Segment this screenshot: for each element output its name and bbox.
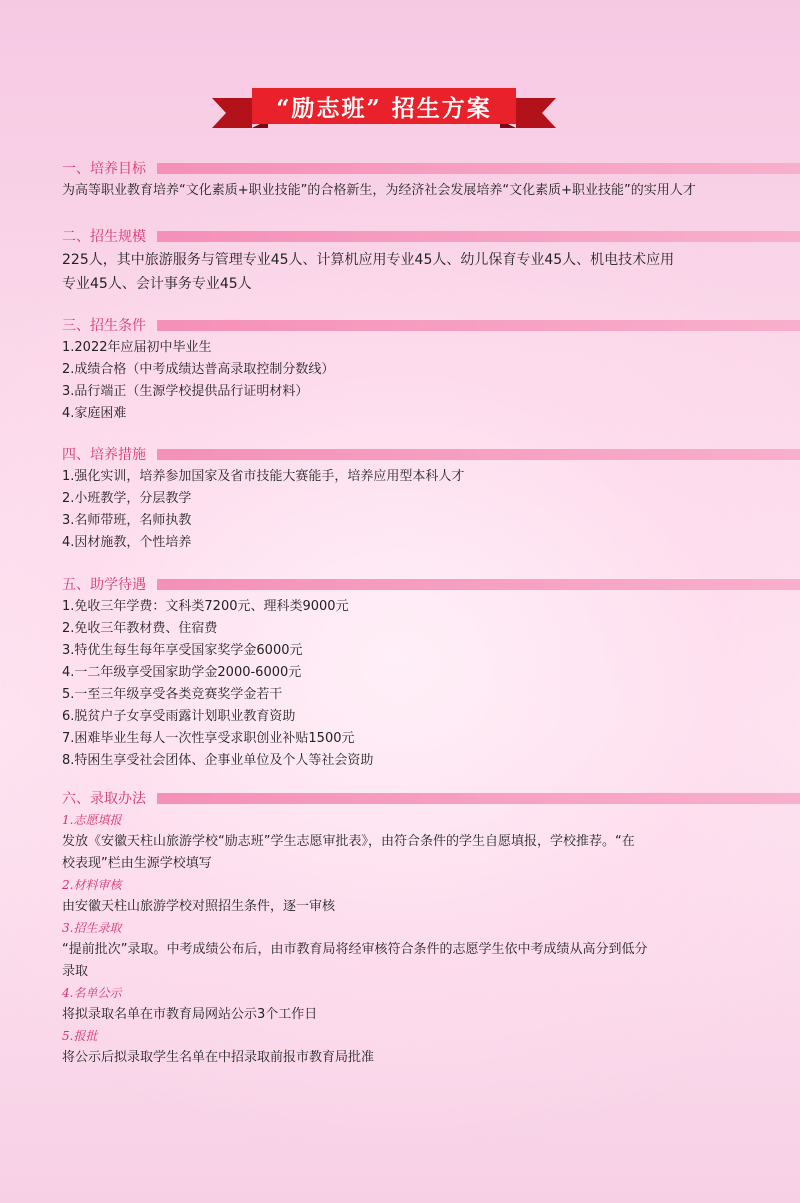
section-line: 7.困难毕业生每人一次性享受求职创业补贴1500元: [62, 731, 355, 746]
section-heading: 六、录取办法: [62, 791, 146, 807]
section-heading: 四、培养措施: [62, 447, 146, 463]
step-label: 4.名单公示: [62, 986, 122, 1000]
section-measures: [62, 444, 782, 554]
step-line: 将拟录取名单在市教育局网站公示3个工作日: [62, 1007, 318, 1022]
step-line: 将公示后拟录取学生名单在中招录取前报市教育局批准: [62, 1050, 375, 1065]
heading-bar: [157, 320, 800, 331]
heading-bar: [157, 793, 800, 804]
section-line: 6.脱贫户子女享受雨露计划职业教育资助: [62, 709, 296, 724]
section-heading-row: [62, 158, 782, 180]
section-goal: [62, 158, 782, 202]
section-line: 3.特优生每生每年享受国家奖学金6000元: [62, 643, 303, 658]
step-label: 2.材料审核: [62, 878, 122, 892]
section-heading-row: [62, 788, 782, 810]
step-line: 发放《安徽天柱山旅游学校“励志班”学生志愿审批表》，由符合条件的学生自愿填报，学校推荐。“在: [62, 834, 635, 849]
section-conditions: [62, 315, 782, 425]
section-benefits: [62, 574, 782, 772]
section-line: 2.小班教学，分层教学: [62, 491, 192, 506]
step-line: 校表现”栏由生源学校填写: [62, 856, 212, 871]
section-heading: 五、助学待遇: [62, 577, 146, 593]
page-title: “励志班” 招生方案: [276, 95, 492, 122]
section-line: 4.一二年级享受国家助学金2000-6000元: [62, 665, 302, 680]
section-line: 2.成绩合格（中考成绩达普高录取控制分数线）: [62, 362, 335, 377]
title-ribbon: [212, 84, 556, 132]
section-heading-row: [62, 574, 782, 596]
section-heading: 二、招生规模: [62, 229, 146, 245]
section-line: 3.品行端正（生源学校提供品行证明材料）: [62, 384, 309, 399]
section-line: 225人，其中旅游服务与管理专业45人、计算机应用专业45人、幼儿保育专业45人、机电技术应用: [62, 252, 675, 268]
section-heading-row: [62, 315, 782, 337]
step-label: 5.报批: [62, 1029, 98, 1043]
section-line: 1.强化实训，培养参加国家及省市技能大赛能手，培养应用型本科人才: [62, 469, 465, 484]
section-line: 专业45人、会计事务专业45人: [62, 276, 252, 292]
step-label: 3.招生录取: [62, 921, 122, 935]
section-admission: [62, 788, 782, 1069]
step-line: 录取: [62, 964, 89, 979]
heading-bar: [157, 163, 800, 174]
step-label: 1.志愿填报: [62, 813, 122, 827]
section-scale: [62, 226, 782, 296]
section-heading: 一、培养目标: [62, 161, 146, 177]
section-heading: 三、招生条件: [62, 318, 146, 334]
heading-bar: [157, 449, 800, 460]
section-line: 为高等职业教育培养“文化素质+职业技能”的合格新生，为经济社会发展培养“文化素质+职业技能”的实用人才: [62, 183, 696, 198]
section-line: 8.特困生享受社会团体、企事业单位及个人等社会资助: [62, 753, 374, 768]
section-line: 2.免收三年教材费、住宿费: [62, 621, 218, 636]
section-line: 5.一至三年级享受各类竞赛奖学金若干: [62, 687, 283, 702]
section-heading-row: [62, 226, 782, 248]
section-line: 4.因材施教，个性培养: [62, 535, 192, 550]
section-line: 1.2022年应届初中毕业生: [62, 340, 212, 355]
section-heading-row: [62, 444, 782, 466]
section-line: 3.名师带班，名师执教: [62, 513, 192, 528]
section-line: 4.家庭困难: [62, 406, 127, 421]
step-line: “提前批次”录取。中考成绩公布后，由市教育局将经审核符合条件的志愿学生依中考成绩从高分到低分: [62, 942, 648, 957]
section-line: 1.免收三年学费：文科类7200元、理科类9000元: [62, 599, 349, 614]
heading-bar: [157, 231, 800, 242]
step-line: 由安徽天柱山旅游学校对照招生条件，逐一审核: [62, 899, 336, 914]
heading-bar: [157, 579, 800, 590]
